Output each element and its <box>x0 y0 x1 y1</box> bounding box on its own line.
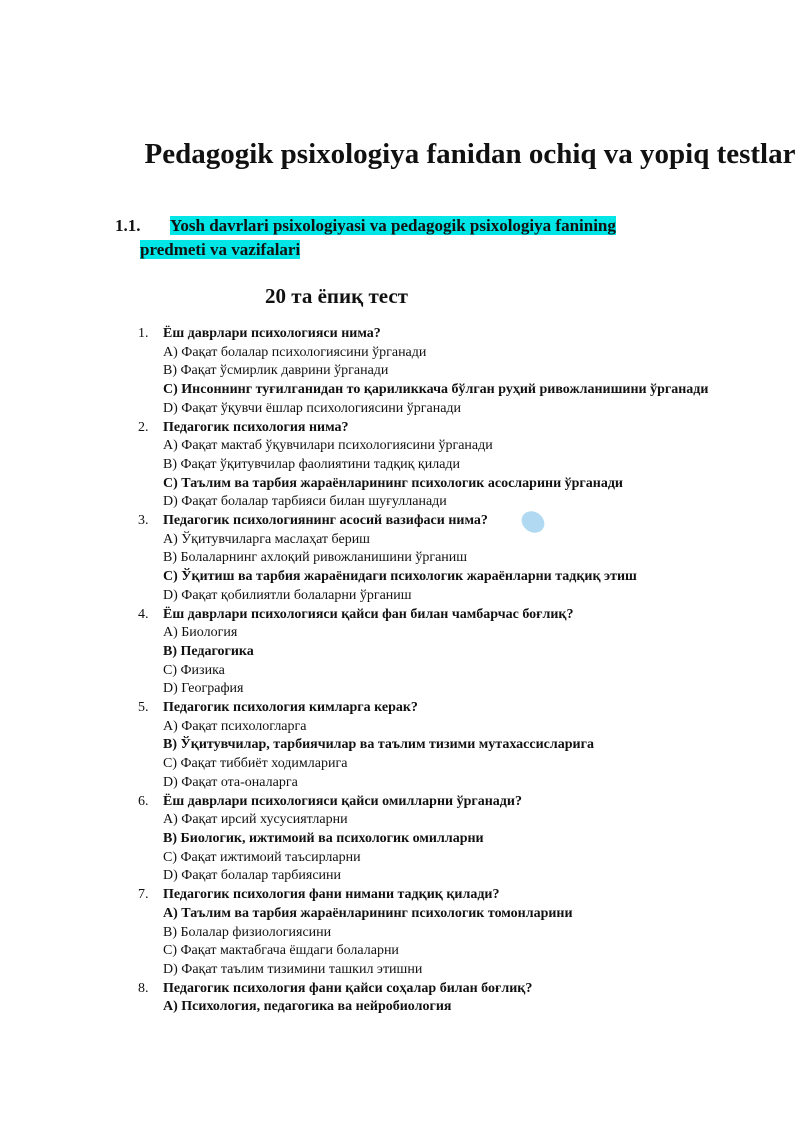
answer-option-correct: A) Таълим ва тарбия жараёнларининг психологик томонларини <box>163 905 573 921</box>
question-item <box>138 886 758 980</box>
question-item <box>138 699 758 793</box>
question-number: 5. <box>138 700 149 716</box>
answer-option: C) Фақат тиббиёт ходимларига <box>163 756 348 772</box>
answer-option: D) Фақат болалар тарбияси билан шуғулланади <box>163 494 447 510</box>
answer-option: D) География <box>163 681 244 697</box>
question-number: 2. <box>138 419 149 435</box>
answer-option: D) Фақат ўқувчи ёшлар психологиясини ўрганади <box>163 400 462 416</box>
answer-option: C) Фақат мактабгача ёшдаги болаларни <box>163 943 399 959</box>
question-item <box>138 325 758 419</box>
question-number: 8. <box>138 980 149 996</box>
section-title-highlight-1: Yosh davrlari psixologiyasi va pedagogik psixologiya fanining <box>170 216 616 235</box>
question-text: Педагогик психология фани нимани тадқиқ қилади? <box>163 887 500 903</box>
section-heading <box>115 214 715 262</box>
answer-option: B) Болаларнинг ахлоқий ривожланишини ўрганиш <box>163 550 468 566</box>
question-number: 4. <box>138 606 149 622</box>
question-text: Ёш даврлари психологияси қайси омилларни ўрганади? <box>163 793 522 809</box>
answer-option: A) Фақат ирсий хусусиятларни <box>163 812 348 828</box>
answer-option: B) Болалар физиологиясини <box>163 924 332 940</box>
answer-option: B) Фақат ўқитувчилар фаолиятини тадқиқ қилади <box>163 456 461 472</box>
test-subtitle: 20 та ёпиқ тест <box>265 284 408 308</box>
answer-option: D) Фақат қобилиятли болаларни ўрганиш <box>163 587 412 603</box>
answer-option: A) Фақат мактаб ўқувчилари психологиясини ўрганади <box>163 438 493 454</box>
answer-option: D) Фақат болалар тарбиясини <box>163 868 342 884</box>
answer-option-correct: B) Ўқитувчилар, тарбиячилар ва таълим тизими мутахассисларига <box>163 737 594 753</box>
section-number: 1.1. <box>115 216 141 235</box>
answer-option: D) Фақат таълим тизимини ташкил этишни <box>163 961 423 977</box>
question-list <box>138 325 758 1017</box>
document-title: Pedagogik psixologiya fanidan ochiq va yopiq testlar <box>144 138 796 170</box>
question-number: 6. <box>138 793 149 809</box>
answer-option: D) Фақат ота-оналарга <box>163 774 298 790</box>
question-text: Педагогик психология кимларга керак? <box>163 700 418 716</box>
question-text: Педагогик психология фани қайси соҳалар билан боғлиқ? <box>163 980 533 996</box>
answer-option: C) Фақат ижтимоий таъсирларни <box>163 849 361 865</box>
answer-option-correct: B) Педагогика <box>163 643 254 659</box>
answer-option: A) Ўқитувчиларга маслаҳат бериш <box>163 531 370 547</box>
answer-option-correct: A) Психология, педагогика ва нейробиология <box>163 999 452 1015</box>
answer-option: A) Фақат психологларга <box>163 718 307 734</box>
answer-option-correct: C) Таълим ва тарбия жараёнларининг психологик асосларини ўрганади <box>163 475 623 491</box>
answer-option-correct: C) Инсоннинг туғилганидан то қариликкача бўлган руҳий ривожланишини ўрганади <box>163 382 709 398</box>
question-text: Ёш даврлари психологияси нима? <box>163 326 381 341</box>
section-title-highlight-2: predmeti va vazifalari <box>140 240 301 259</box>
section-title-line2 <box>115 238 715 262</box>
question-text: Педагогик психологиянинг асосий вазифаси нима? <box>163 513 488 529</box>
question-item <box>138 606 758 700</box>
question-number: 7. <box>138 887 149 903</box>
answer-option-correct: B) Биологик, ижтимоий ва психологик омилларни <box>163 830 484 846</box>
question-item <box>138 793 758 887</box>
question-item <box>138 512 758 606</box>
question-number: 3. <box>138 513 149 529</box>
answer-option-correct: C) Ўқитиш ва тарбия жараёнидаги психологик жараёнларни тадқиқ этиш <box>163 569 637 585</box>
answer-option: C) Физика <box>163 662 225 678</box>
question-text: Педагогик психология нима? <box>163 419 349 435</box>
answer-option: B) Фақат ўсмирлик даврини ўрганади <box>163 363 389 379</box>
question-item <box>138 419 758 513</box>
answer-option: A) Биология <box>163 625 238 641</box>
question-number: 1. <box>138 326 149 341</box>
section-title-line1 <box>115 214 715 238</box>
question-text: Ёш даврлари психологияси қайси фан билан чамбарчас боғлиқ? <box>163 606 574 622</box>
answer-option: A) Фақат болалар психологиясини ўрганади <box>163 344 427 360</box>
question-item <box>138 980 758 1017</box>
